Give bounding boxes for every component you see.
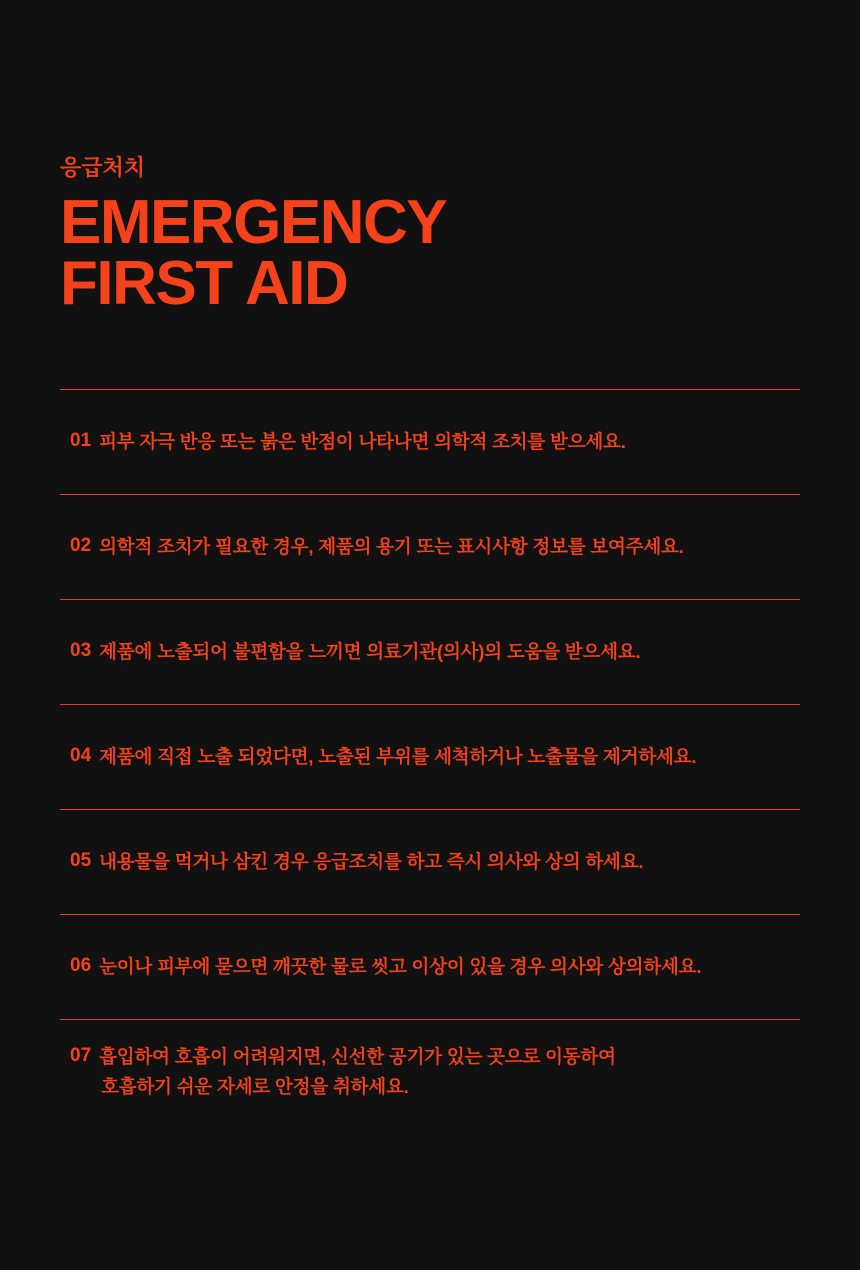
list-item <box>60 915 800 1019</box>
page-title-line-2: FIRST AID <box>60 248 348 318</box>
list-divider <box>60 1019 800 1020</box>
list-item-text <box>99 742 800 772</box>
list-item-text <box>99 637 800 667</box>
list-divider <box>60 389 800 390</box>
list-item-number: 06 <box>70 955 92 977</box>
list-item <box>60 705 800 809</box>
list-item-number: 02 <box>70 535 92 557</box>
list-divider <box>60 599 800 600</box>
list-item-text-line-1: 제품에 직접 노출 되었다면, 노출된 부위를 세척하거나 노출물을 제거하세요. <box>99 746 697 768</box>
list-item-text-line-1: 피부 자극 반응 또는 붉은 반점이 나타나면 의학적 조치를 받으세요. <box>99 431 626 453</box>
page-title-line-1: EMERGENCY <box>60 188 447 258</box>
page-title <box>60 188 800 318</box>
list-item-text-line-1: 제품에 노출되어 불편함을 느끼면 의료기관(의사)의 도움을 받으세요. <box>99 641 641 663</box>
list-item <box>60 390 800 494</box>
list-item-text-line-1: 흡입하여 호흡이 어려워지면, 신선한 공기가 있는 곳으로 이동하여 <box>99 1046 616 1068</box>
list-item <box>60 600 800 704</box>
page-header <box>60 155 800 318</box>
list-item-text-line-1: 눈이나 피부에 묻으면 깨끗한 물로 씻고 이상이 있을 경우 의사와 상의하세요. <box>99 956 702 978</box>
list-divider <box>60 809 800 810</box>
list-item-text-line-2: 호흡하기 쉬운 자세로 안정을 취하세요. <box>101 1076 409 1097</box>
list-item-number: 07 <box>70 1045 92 1067</box>
list-item-text <box>99 952 800 982</box>
list-item <box>60 1020 800 1124</box>
list-divider <box>60 494 800 495</box>
list-divider <box>60 704 800 705</box>
list-item-text <box>99 1042 800 1102</box>
list-item-number: 05 <box>70 850 92 872</box>
list-item-text-line-1: 내용물을 먹거나 삼킨 경우 응급조치를 하고 즉시 의사와 상의 하세요. <box>99 851 644 873</box>
list-item-number: 03 <box>70 640 92 662</box>
list-item-text-line-1: 의학적 조치가 필요한 경우, 제품의 용기 또는 표시사항 정보를 보여주세요. <box>99 536 684 558</box>
list-divider <box>60 914 800 915</box>
list-item <box>60 495 800 599</box>
list-item-number: 01 <box>70 430 92 452</box>
list-item <box>60 810 800 914</box>
list-item-text <box>99 427 800 457</box>
list-item-number: 04 <box>70 745 92 767</box>
first-aid-list <box>60 389 800 1124</box>
list-item-text <box>99 532 800 562</box>
page-kicker: 응급처치 <box>60 155 146 180</box>
list-item-text <box>99 847 800 877</box>
